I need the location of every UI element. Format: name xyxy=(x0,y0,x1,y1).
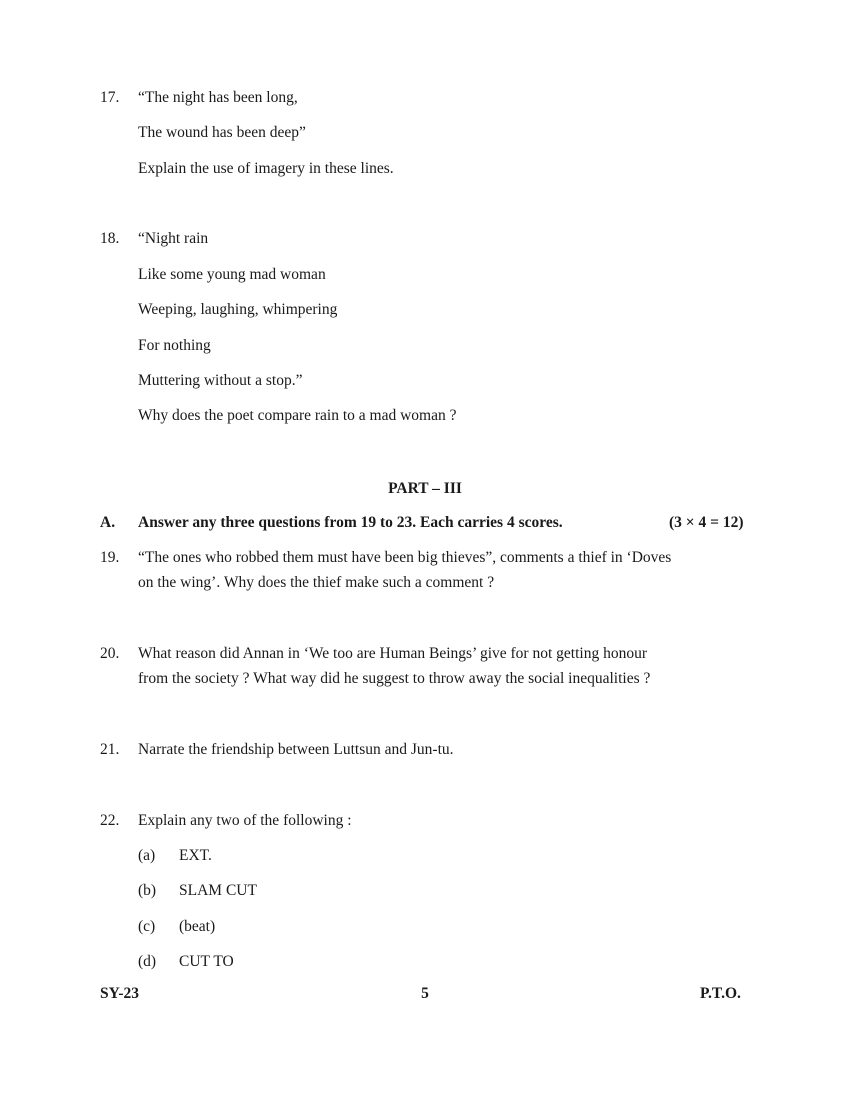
question-19-line-1: “The ones who robbed them must have been big thieves”, comments a thief in ‘Doves xyxy=(138,549,672,566)
footer-page-number: 5 xyxy=(421,985,429,1002)
question-21-text: Narrate the friendship between Luttsun and Jun-tu. xyxy=(138,741,454,758)
option-c-text: (beat) xyxy=(179,918,216,935)
option-a-letter: (a) xyxy=(138,847,156,864)
section-score: (3 × 4 = 12) xyxy=(669,514,744,531)
question-22-text: Explain any two of the following : xyxy=(138,812,352,829)
question-20-line-1: What reason did Annan in ‘We too are Human Beings’ give for not getting honour xyxy=(138,645,647,662)
question-18-quote-line-5: Muttering without a stop.” xyxy=(138,372,303,389)
option-a-text: EXT. xyxy=(179,847,212,864)
question-18-quote-line-4: For nothing xyxy=(138,337,211,354)
footer-pto: P.T.O. xyxy=(700,985,741,1002)
question-21-number: 21. xyxy=(100,741,120,758)
question-18-text: Why does the poet compare rain to a mad woman ? xyxy=(138,407,457,424)
question-18-quote-line-1: “Night rain xyxy=(138,230,209,247)
option-b-letter: (b) xyxy=(138,882,157,899)
question-17-text: Explain the use of imagery in these lines. xyxy=(138,160,394,177)
question-18-number: 18. xyxy=(100,230,120,247)
option-d-text: CUT TO xyxy=(179,953,234,970)
question-20-number: 20. xyxy=(100,645,120,662)
question-18-quote-line-3: Weeping, laughing, whimpering xyxy=(138,301,338,318)
section-instruction: Answer any three questions from 19 to 23. Each carries 4 scores. xyxy=(138,514,563,531)
section-letter: A. xyxy=(100,514,116,531)
option-b-text: SLAM CUT xyxy=(179,882,257,899)
question-19-number: 19. xyxy=(100,549,120,566)
question-17-quote-line-1: “The night has been long, xyxy=(138,89,298,106)
question-20-line-2: from the society ? What way did he suggest to throw away the social inequalities ? xyxy=(138,670,651,687)
question-17-number: 17. xyxy=(100,89,120,106)
part-title: PART – III xyxy=(388,480,462,497)
question-19-line-2: on the wing’. Why does the thief make such a comment ? xyxy=(138,574,495,591)
question-17-quote-line-2: The wound has been deep” xyxy=(138,124,306,141)
option-d-letter: (d) xyxy=(138,953,157,970)
question-18-quote-line-2: Like some young mad woman xyxy=(138,266,326,283)
option-c-letter: (c) xyxy=(138,918,156,935)
footer-code: SY-23 xyxy=(100,985,140,1002)
question-22-number: 22. xyxy=(100,812,120,829)
